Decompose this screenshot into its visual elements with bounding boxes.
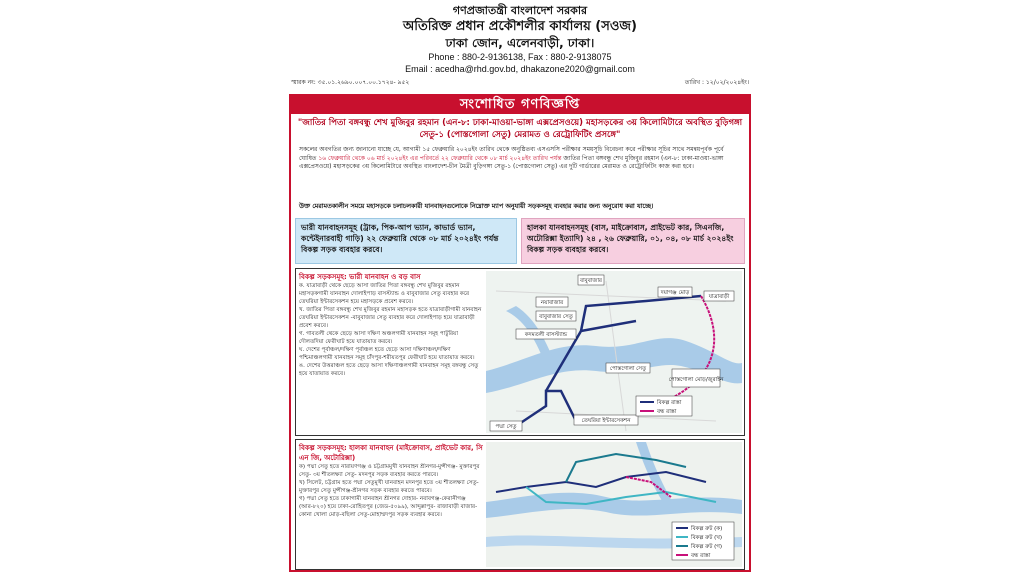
legend-route-a-label: বিকল্প রুট (ক): [691, 526, 723, 532]
heavy-route-item: গ. গাবতলী থেকে ছেড়ে আসা দক্ষিণ অঞ্চলগামী যানবাহন সমূহ পাটুরিয়া দৌলতদিয়া ফেরীঘাট হয়ে যাতায়াত করবে।: [299, 331, 458, 345]
label-dayaganj: দয়াগঞ্জ মোড়: [660, 290, 690, 296]
label-babubazar: বাবুবাজার: [580, 278, 602, 284]
heavy-route-text: [299, 272, 483, 378]
label-babubazar-bridge: বাবুবাজার সেতু: [539, 314, 573, 320]
office-header: [283, 0, 757, 75]
light-vehicle-box: হালকা যানবাহনসমূহ (বাস, মাইক্রোবাস, প্রাইভেট কার, সিএনজি, অটোরিক্সা ইত্যাদি) ২৪ , ২৬ ফেব্রুয়ারি, ০১, ০৪, ০৮ মার্চ ২০২৪ইং বিকল্প সড়ক ব্যবহার করবে।: [521, 218, 745, 264]
heavy-route-map: [486, 271, 742, 433]
government-name: গণপ্রজাতন্ত্রী বাংলাদেশ সরকার: [452, 4, 588, 17]
map-legend: [636, 396, 692, 416]
label-kadamtoli: কদমতলী বাসস্ট্যান্ড: [524, 332, 568, 338]
label-jatrabari: যাত্রাবাড়ী: [708, 294, 730, 300]
memo-number: স্মারক নং: ৩৫.০১.২৬৯০.০০৭.০০.১৭২৪- ৯৫২: [291, 79, 410, 86]
label-padma: পদ্মা সেতু: [495, 424, 517, 430]
river: [486, 493, 742, 518]
legend-alt-label: বিকল্প রাস্তা: [657, 400, 682, 406]
label-postogola-bridge: পোস্তগোলা সেতু: [609, 366, 647, 372]
map-legend: [672, 522, 734, 560]
notice-document: [283, 0, 757, 576]
light-route-item: ক) পদ্মা সেতু হতে নারায়ণগঞ্জ ও চট্টগ্রামমুখী যানবাহন শ্রীনগর-মুন্সীগঞ্জ- মুক্তারপুর সেতু- ৩য় শীতলক্ষ্যা সেতু- মদনপুর সড়ক ব্যবহার করতে পারবে।: [299, 464, 480, 478]
office-name: অতিরিক্ত প্রধান প্রকৌশলীর কার্যালয় (সওজ): [403, 19, 637, 34]
label-nayabazar: নয়াবাজার: [540, 300, 564, 306]
heavy-route-title: বিকল্প সড়কসমূহ: ভারী যানবাহন ও বড় বাস: [299, 273, 421, 281]
label-teghoria: তেঘরিয়া ইন্টারসেকশন: [581, 418, 631, 424]
heavy-route-item: ঙ. দেশের উত্তরাঞ্চল হতে ছেড়ে আসা দক্ষিণাঞ্চলগামী যানবাহন সমূহ বঙ্গবন্ধু সেতু হয়ে যাতায়াত করবে।: [299, 363, 479, 377]
legend-closed-label: বন্ধ রাস্তা: [657, 409, 677, 415]
phone-fax: Phone : 880-2-9136138, Fax : 880-2-9138075: [428, 52, 612, 62]
legend-route-c-label: বিকল্প রুট (গ): [691, 544, 723, 550]
heavy-route-item: খ. জাতির পিতা বঙ্গবন্ধু শেখ মুজিবুর রহমান মহাসড়ক হতে যাত্রাবাড়ীগামী যানবাহন তেঘরিয়া ইন্টারসেকশন -বাবুবাজার সেতু ব্যবহার করে দোলাইপাড় হয়ে যাত্রাবাড়ী প্রবেশ করবে।: [299, 307, 482, 329]
notice-banner: সংশোধিত গণবিজ্ঞপ্তি: [291, 96, 749, 114]
light-route-map: [486, 442, 742, 567]
notice-subject: "জাতির পিতা বঙ্গবন্ধু শেখ মুজিবুর রহমান (এন-৮: ঢাকা-মাওয়া-ভাঙ্গা এক্সপ্রেসওয়ে) মহাসড়কের ৩য় কিলোমিটারে অবস্থিত বুড়িগঙ্গা সেতু-১ (পোস্তগোলা সেতু) মেরামত ও রেট্রোফিটিং প্রসঙ্গে": [297, 118, 743, 140]
light-route-title: বিকল্প সড়কসমূহ: হালকা যানবাহন (মাইক্রোবাস, প্রাইভেট কার, সি এন জি, অটোরিক্সা): [299, 444, 483, 462]
label-postogola-mor: পোস্তগোলা মোড়/জুরাইন: [668, 377, 724, 383]
notice-body: [299, 146, 741, 172]
legend-closed-label: বন্ধ রাস্তা: [691, 553, 711, 559]
heavy-route-item: ক. যাত্রাবাড়ী থেকে ছেড়ে আসা জাতির পিতা বঙ্গবন্ধু শেখ মুজিবুর রহমান মহাসড়কগামী যানবাহন দোলাইপাড় বাসস্ট্যান্ড ও বাবুবাজার সেতু ব্যবহার করে তেঘরিয়া ইন্টারসেকশন হয়ে মহাসড়কে প্রবেশ করবে।: [299, 283, 470, 305]
notice-frame: [289, 94, 751, 572]
light-route-item: খ) সিলেট, চট্টগ্রাম হতে পদ্মা সেতুমুখী যানবাহন মদনপুর হতে ৩য় শীতলক্ষ্যা সেতু- মুক্তারপুর সেতু মুন্সীগঞ্জ-শ্রীনগর সড়ক ব্যবহার করতে পারবে।: [299, 480, 479, 494]
office-address: ঢাকা জোন, এলেনবাড়ী, ঢাকা।: [445, 36, 595, 50]
body-highlight: ১৬ ফেব্রুয়ারি থেকে ০৬ মার্চ ২০২৪ইং এর পরিবর্তে ২২ ফেব্রুয়ারি থেকে ০৮ মার্চ ২০২৪ইং তারিখ পর্যন্ত: [318, 154, 562, 162]
body-end: জাতির পিতা বঙ্গবন্ধু শেখ মুজিবুর রহমান (এন-৮: ঢাকা-মাওয়া-ভাঙ্গা এক্সপ্রেসওয়ে) মহাসড়কের ৩য় কিলোমিটারে অবস্থিত বাংলাদেশ-চীন মৈত্রী বুড়িগঙ্গা সেতু-১ (পোস্তগোলা সেতু) এর দুটি গার্ডারের মেরামত ও রেট্রোফিটিং কাজ করা হবে।: [299, 154, 724, 170]
light-route-text: [299, 443, 483, 519]
heavy-vehicle-box: ভারী যানবাহনসমূহ (ট্রাক, পিক-আপ ভ্যান, কাভার্ড ভ্যান, কন্টেইনারবাহী গাড়ি) ২২ ফেব্রুয়ারি থেকে ০৮ মার্চ ২০২৪ইং পর্যন্ত বিকল্প সড়ক ব্যবহার করবে।: [295, 218, 517, 264]
light-route-section: [295, 439, 745, 570]
email-line: Email : acedha@rhd.gov.bd, dhakazone2020@gmail.com: [405, 64, 635, 74]
memo-row: [283, 75, 757, 87]
memo-date: তারিখ : ১২/০২/২০২৪ইং।: [684, 79, 749, 86]
body-start: সকলের অবগতির জন্য জানানো যাচ্ছে যে, আগামী ১৫ ফেব্রুয়ারি ২০২৪ইং তারিখ থেকে অনুষ্ঠিতব্য এসএসসি পরীক্ষার সময়সূচি বিবেচনা করে পরীক্ষার সূচির সাথে সমন্বয়পূর্বক পূর্বে ঘোষিত: [299, 146, 724, 162]
heavy-route-item: ঘ. দেশের পূর্বাঞ্চল/দক্ষিণ পূর্বাঞ্চল হতে ছেড়ে আসা দক্ষিণাঞ্চল/দক্ষিণ পশ্চিমাঞ্চলগামী যানবাহন সমূহ চাঁদপুর-শরীয়তপুর ফেরীঘাট হয়ে যাতায়াত করবে।: [299, 347, 475, 361]
light-route-item: গ) পদ্মা সেতু হতে ঢাকাগামী যানবাহন শ্রীনগর দোহার- নবাবগঞ্জ-কেরানীগঞ্জ (আর-৮২০) হয়ে ঢাকা-রোহিতপুর (জেড-৫০৯৯), আব্দুল্লাপুর- রাজাবাড়ী বাজার- কোনা খোলা মোড়-বছিলা সেতু-মোহাম্মদপুর সড়ক ব্যবহার করবে।: [299, 496, 478, 518]
request-line: উক্ত মেরামতকালীন সময়ে মহাসড়কে চলাচলকারী যানবাহনগুলোকে নিম্নোক্ত ম্যাপ অনুযায়ী সড়কসমূহ ব্যবহার করার জন্য অনুরোধ করা যাচ্ছে।: [299, 203, 654, 210]
heavy-route-section: [295, 268, 745, 436]
legend-route-b-label: বিকল্প রুট (খ): [691, 535, 723, 541]
